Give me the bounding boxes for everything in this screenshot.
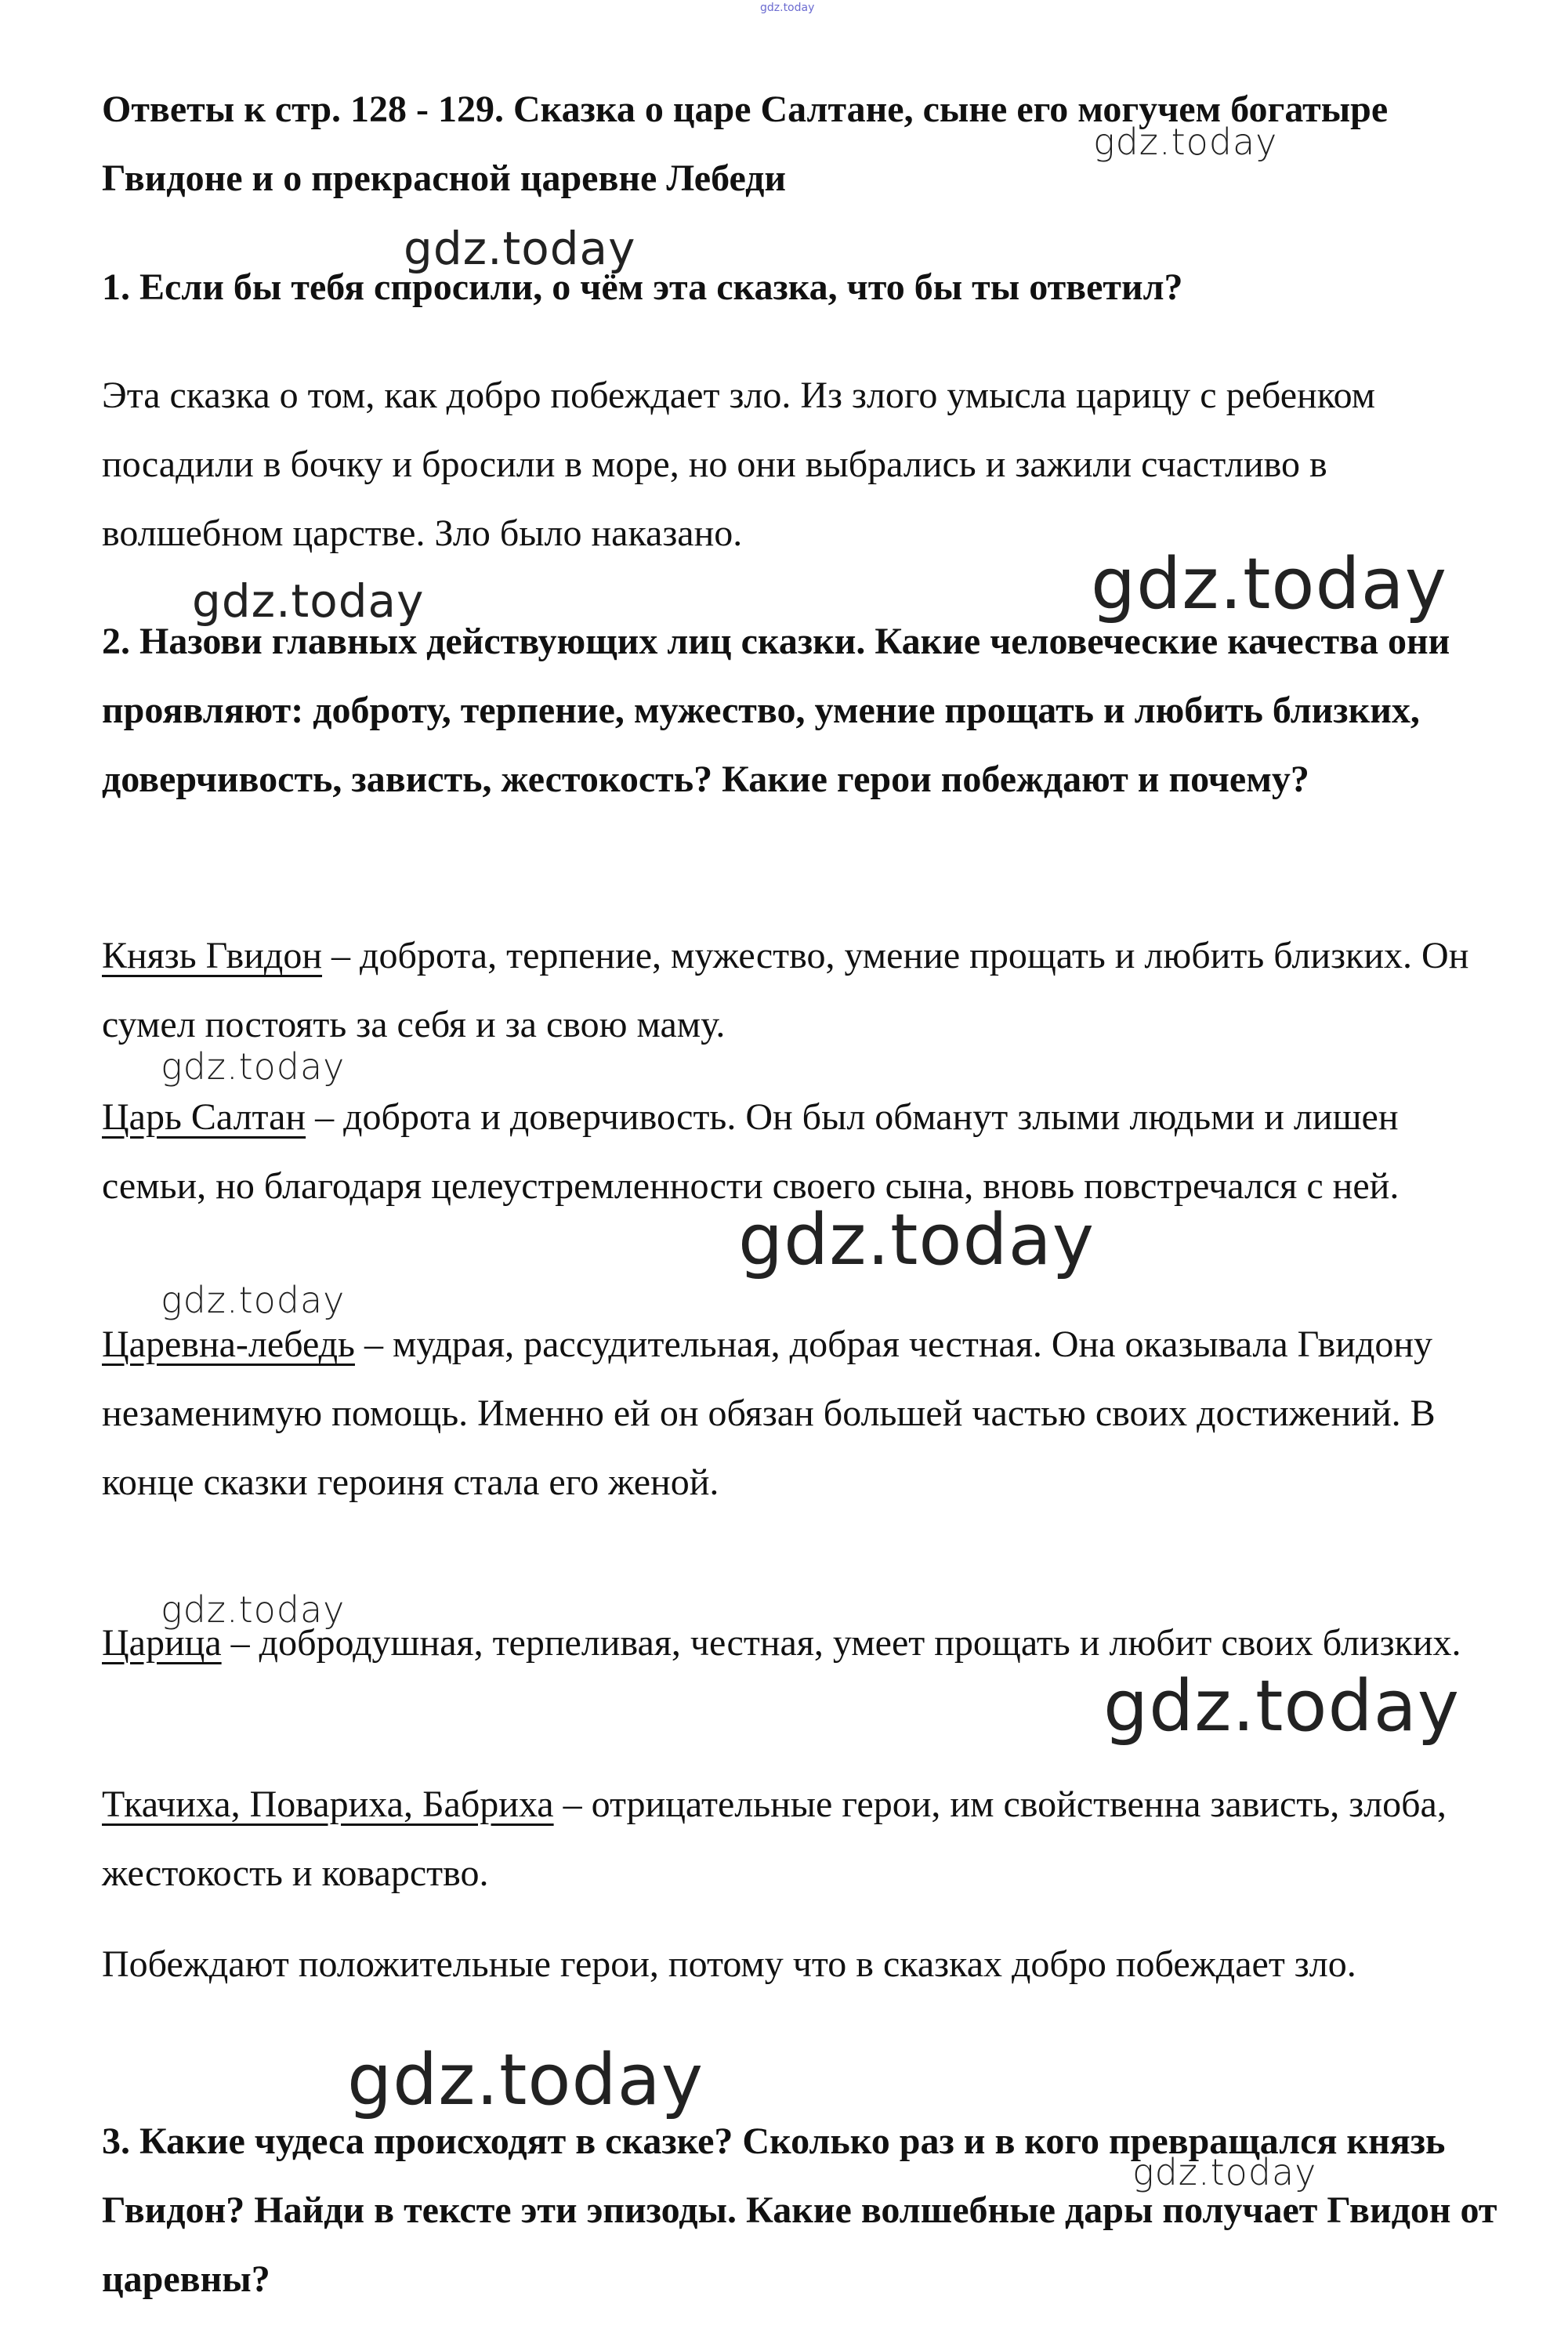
character-description: – добродушная, терпеливая, честная, умеет прощать и любит своих близких. (221, 1622, 1461, 1664)
watermark: gdz.today (1093, 121, 1278, 163)
watermark: gdz.today (738, 1199, 1095, 1281)
watermark: gdz.today (161, 1588, 346, 1631)
watermark: gdz.today (404, 222, 636, 275)
character-name: Ткачиха, Повариха, Бабриха (102, 1784, 554, 1825)
question-3: 3. Какие чудеса происходят в сказке? Сколько раз и в кого превращался князь Гвидон? Найди в тексте эти эпизоды. Какие волшебные дары получает Гвидон от царевны? (102, 2120, 1497, 2300)
character-name: Князь Гвидон (102, 935, 323, 976)
watermark: gdz.today (1103, 1665, 1461, 1747)
watermark: gdz.today (1132, 2151, 1317, 2193)
character-description: – мудрая, рассудительная, добрая честная. Она оказывала Гвидону незаменимую помощь. Именно ей он обязан большей частью своих достижений. В конце сказки героиня стала его женой. (102, 1324, 1436, 1503)
character-antagonists (102, 1770, 1505, 1908)
answer-2-conclusion: Побеждают положительные герои, потому что в сказках добро побеждает зло. (102, 1943, 1356, 1985)
answer-1: Эта сказка о том, как добро побеждает зло. Из злого умысла царицу с ребенком посадили в бочку и бросили в море, но они выбрались и зажили счастливо в волшебном царстве. Зло было наказано. (102, 375, 1376, 554)
character-name: Царица (102, 1622, 222, 1664)
question-2: 2. Назови главных действующих лиц сказки. Какие человеческие качества они проявляют: доброту, терпение, мужество, умение прощать и любить близких, доверчивость, зависть, жестокость? Какие герои побеждают и почему? (102, 621, 1450, 800)
character-description: – доброта, терпение, мужество, умение прощать и любить близких. Он сумел постоять за себя и за свою маму. (102, 935, 1469, 1045)
character-description: – доброта и доверчивость. Он был обманут злыми людьми и лишен семьи, но благодаря целеустремленности своего сына, вновь повстречался с ней. (102, 1096, 1400, 1207)
watermark: gdz.today (192, 574, 425, 628)
character-name: Царевна-лебедь (102, 1324, 355, 1365)
watermark: gdz.today (1091, 543, 1448, 625)
character-tsaritsa (102, 1609, 1505, 1678)
character-swan-princess (102, 1310, 1505, 1517)
watermark: gdz.today (161, 1045, 346, 1088)
watermark: gdz.today (347, 2039, 704, 2121)
watermark-top: gdz.today (760, 2, 815, 14)
page-title: Ответы к стр. 128 - 129. Сказка о царе Салтане, сыне его могучем богатыре Гвидоне и о прекрасной царевне Лебеди (102, 89, 1389, 199)
character-saltan (102, 1083, 1505, 1221)
watermark: gdz.today (161, 1279, 346, 1321)
character-name: Царь Салтан (102, 1096, 306, 1138)
character-description: – отрицательные герои, им свойственна зависть, злоба, жестокость и коварство. (102, 1784, 1447, 1894)
character-gvidon (102, 922, 1505, 1059)
question-1: 1. Если бы тебя спросили, о чём эта сказка, что бы ты ответил? (102, 266, 1183, 308)
